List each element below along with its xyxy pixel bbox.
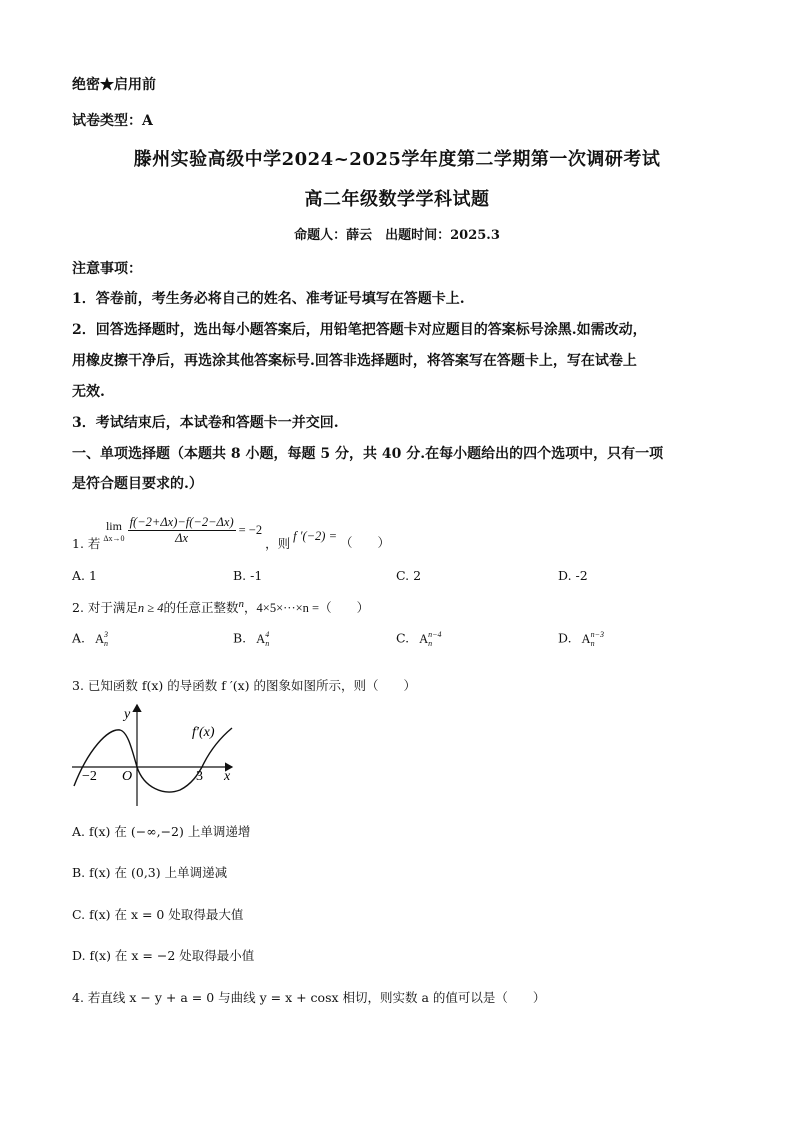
q2-option-a-sup: 3	[104, 630, 109, 639]
q1-option-a: A. 1	[72, 568, 97, 583]
note-1: 1．答卷前，考生务必将自己的姓名、准考证号填写在答题卡上.	[72, 291, 465, 307]
q2-condition: n ≥ 4	[137, 601, 164, 616]
curve-label: f′(x)	[192, 725, 215, 740]
q2-mid: 的任意正整数	[163, 600, 239, 616]
q3-option-d: D. f(x) 在 x = −2 处取得最小值	[72, 948, 255, 963]
q2-option-d	[558, 630, 604, 648]
q1-then: ，则	[265, 536, 291, 551]
q1-lim: lim	[105, 519, 122, 533]
q2-var: n	[238, 598, 245, 610]
section-heading-line2: 是符合题目要求的.）	[72, 476, 203, 492]
x-axis-label: x	[224, 769, 231, 784]
q1-lim-sub: Δx→0	[103, 534, 125, 543]
q1-ask: f ′(−2) =	[293, 528, 338, 543]
q3-option-b: B. f(x) 在 (0,3) 上单调递减	[72, 865, 228, 880]
q3-option-c: C. f(x) 在 x = 0 处取得最大值	[72, 907, 244, 922]
right-root-label: 3	[196, 769, 203, 784]
q1-option-d: D. -2	[558, 568, 588, 583]
q2-option-b-symbol: A	[256, 631, 266, 646]
q2-option-c-sup: n−4	[428, 630, 442, 639]
origin-label: O	[122, 769, 133, 784]
note-2-line2: 用橡皮擦干净后，再选涂其他答案标号.回答非选择题时，将答案写在答题卡上，写在试卷上	[72, 353, 637, 369]
q2-option-c-label: C.	[396, 630, 410, 646]
q2-option-d-sub: n	[590, 639, 595, 648]
q2-option-a	[72, 630, 108, 648]
q2-option-a-sub: n	[104, 639, 109, 648]
derivative-graph	[68, 700, 248, 810]
question-3: 3. 已知函数 f(x) 的导函数 f ′(x) 的图象如图所示，则（ ）	[72, 678, 416, 693]
confidential-label: 绝密★启用前	[72, 77, 156, 93]
author-line: 命题人：薛云 出题时间：2025.3	[294, 228, 500, 243]
q2-expr: ，4×5×···×n =	[244, 601, 320, 616]
q1-prefix: 1. 若	[72, 536, 101, 551]
q1-option-c: C. 2	[396, 568, 422, 583]
q1-denominator: Δx	[175, 530, 189, 545]
note-3: 3．考试结束后，本试卷和答题卡一并交回.	[72, 415, 339, 431]
note-2-line3: 无效.	[72, 384, 105, 400]
q1-numerator: f(−2+Δx)−f(−2−Δx)	[129, 514, 234, 529]
y-axis-label: y	[124, 707, 131, 722]
question-2	[72, 598, 369, 616]
q2-option-a-label: A.	[72, 630, 86, 646]
notes-heading: 注意事项：	[72, 261, 142, 277]
q1-blank: （ ）	[340, 535, 391, 550]
q1-option-b: B. -1	[233, 568, 263, 583]
question-1	[72, 507, 390, 557]
q1-fraction	[128, 515, 236, 546]
q2-option-d-sup: n−3	[590, 630, 604, 639]
q2-option-b-sup: 4	[265, 630, 270, 639]
q2-option-b	[233, 630, 269, 648]
q3-option-a: A. f(x) 在 (−∞,−2) 上单调递增	[72, 824, 251, 839]
exam-subtitle: 高二年级数学学科试题	[304, 189, 490, 210]
q2-option-b-label: B.	[233, 630, 247, 646]
q2-prefix: 2. 对于满足	[72, 600, 138, 616]
q2-option-d-label: D.	[558, 630, 572, 646]
q2-option-c	[396, 630, 442, 648]
question-4: 4. 若直线 x − y + a = 0 与曲线 y = x + cosx 相切，则实数 a 的值可以是（ ）	[72, 990, 546, 1005]
q2-option-c-sub: n	[428, 639, 433, 648]
q2-option-d-symbol: A	[581, 631, 591, 646]
exam-title: 滕州实验高级中学2024~2025学年度第二学期第一次调研考试	[133, 149, 661, 170]
q2-option-b-sub: n	[265, 639, 270, 648]
q1-equals: = −2	[238, 522, 263, 537]
q2-option-a-symbol: A	[95, 631, 105, 646]
q2-blank: （ ）	[319, 600, 370, 616]
note-2-line1: 2．回答选择题时，选出每小题答案后，用铅笔把答题卡对应题目的答案标号涂黑.如需改动，	[72, 322, 647, 338]
section-heading-line1: 一、单项选择题（本题共 8 小题，每题 5 分，共 40 分.在每小题给出的四个选项中，只有一项	[72, 446, 664, 462]
left-root-label: −2	[82, 769, 97, 784]
paper-type: 试卷类型：A	[72, 113, 153, 129]
q2-option-c-symbol: A	[419, 631, 429, 646]
